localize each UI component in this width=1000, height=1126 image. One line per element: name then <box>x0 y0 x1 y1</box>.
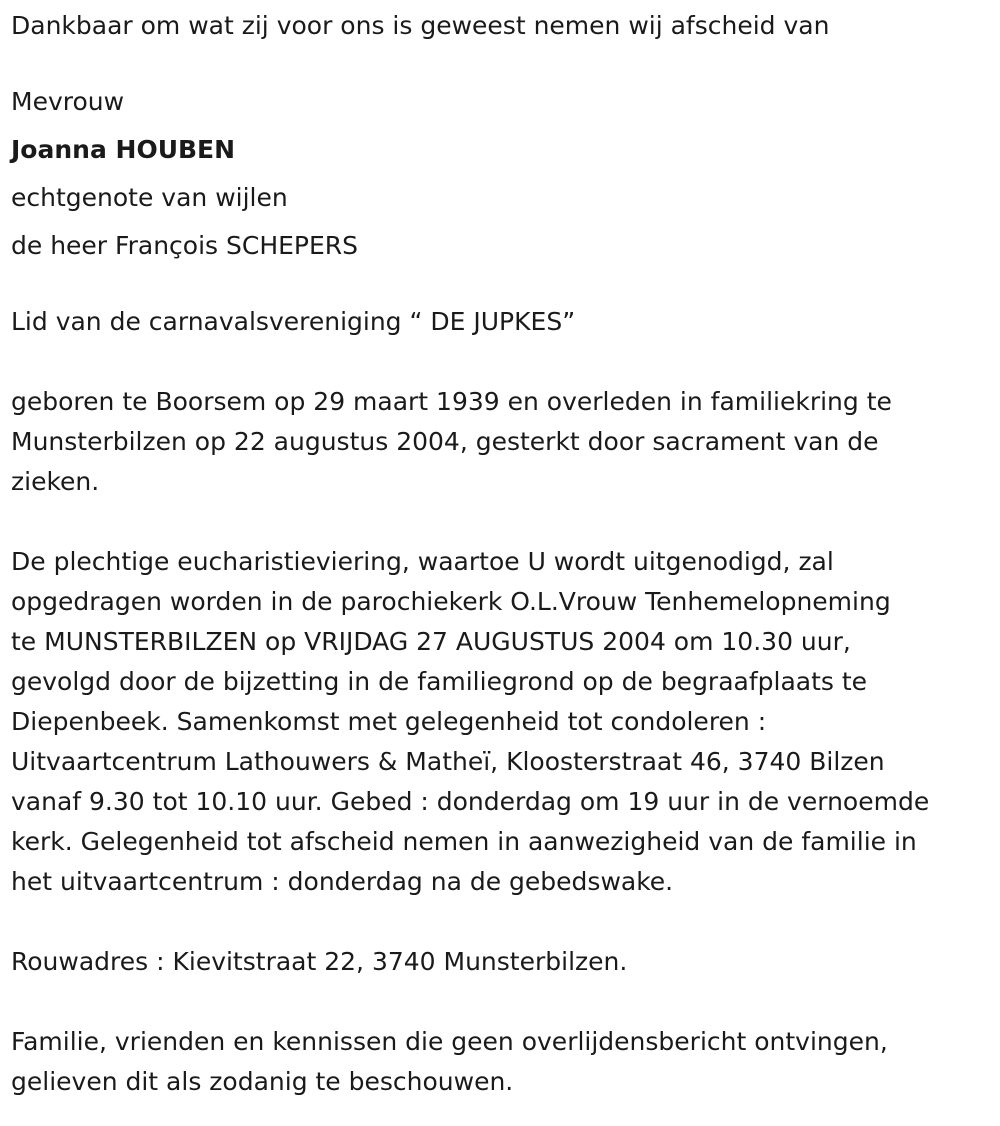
relation-text: echtgenote van wijlen <box>11 183 288 212</box>
spouse-name: de heer François SCHEPERS <box>11 231 359 260</box>
paragraph-line: zieken. <box>11 467 100 496</box>
paragraph-line: Familie, vrienden en kennissen die geen overlijdensbericht ontvingen, <box>11 1027 888 1056</box>
intro-text: Dankbaar om wat zij voor ons is geweest nemen wij afscheid van <box>11 11 830 40</box>
paragraph-line: het uitvaartcentrum : donderdag na de gebedswake. <box>11 867 674 896</box>
obituary-notice <box>11 0 991 1102</box>
deceased-name: Joanna HOUBEN <box>11 135 236 164</box>
paragraph-line: kerk. Gelegenheid tot afscheid nemen in aanwezigheid van de familie in <box>11 827 917 856</box>
paragraph-line: te MUNSTERBILZEN op VRIJDAG 27 AUGUSTUS 2004 om 10.30 uur, <box>11 627 851 656</box>
ceremony-paragraph <box>11 542 991 902</box>
paragraph-line: De plechtige eucharistieviering, waartoe U wordt uitgenodigd, zal <box>11 547 834 576</box>
paragraph-line: Diepenbeek. Samenkomst met gelegenheid tot condoleren : <box>11 707 767 736</box>
paragraph-line: geboren te Boorsem op 29 maart 1939 en overleden in familiekring te <box>11 387 892 416</box>
spacer <box>11 270 991 302</box>
spacer <box>11 46 991 78</box>
salutation: Mevrouw <box>11 87 125 116</box>
closing-paragraph <box>11 1022 991 1102</box>
spacer <box>11 982 991 1022</box>
paragraph-line: opgedragen worden in de parochiekerk O.L.Vrouw Tenhemelopneming <box>11 587 891 616</box>
paragraph-line: vanaf 9.30 tot 10.10 uur. Gebed : donderdag om 19 uur in de vernoemde <box>11 787 930 816</box>
paragraph-line: Uitvaartcentrum Lathouwers & Matheï, Kloosterstraat 46, 3740 Bilzen <box>11 747 885 776</box>
paragraph-line: gevolgd door de bijzetting in de familiegrond op de begraafplaats te <box>11 667 868 696</box>
spacer <box>11 502 991 542</box>
spacer <box>11 342 991 382</box>
membership-text: Lid van de carnavalsvereniging “ DE JUPKES” <box>11 307 576 336</box>
paragraph-line: gelieven dit als zodanig te beschouwen. <box>11 1067 514 1096</box>
mourning-address: Rouwadres : Kievitstraat 22, 3740 Munsterbilzen. <box>11 947 628 976</box>
birth-death-paragraph <box>11 382 991 502</box>
spacer <box>11 902 991 942</box>
paragraph-line: Munsterbilzen op 22 augustus 2004, gesterkt door sacrament van de <box>11 427 879 456</box>
